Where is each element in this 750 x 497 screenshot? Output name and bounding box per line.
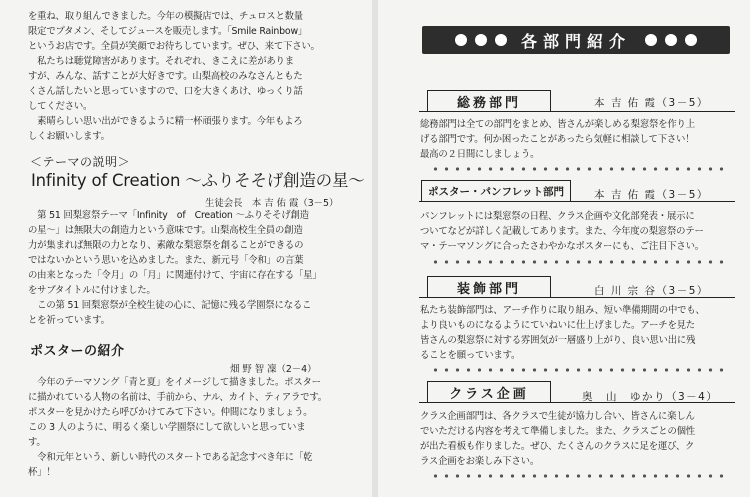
intro-line: 私たちは聴覚障害があります。それぞれ、きこえに差がありま	[28, 56, 294, 67]
dept-description	[420, 303, 738, 363]
dotted-divider	[430, 166, 730, 172]
dept-tab-class-projects: クラス企画	[427, 381, 551, 402]
theme-title: Infinity of Creation ～ふりそそげ創造の星～	[31, 171, 365, 190]
dept-tab-poster-pamphlet: ポスター・パンフレット部門	[421, 180, 571, 201]
poster-line: ポスターを見かけたら呼びかけてみて下さい。仲間になりましょう。	[28, 407, 313, 418]
poster-line: 今年のテーマソング「青と夏」をイメージして描きました。ポスター	[28, 377, 321, 388]
dotted-divider	[430, 473, 730, 479]
theme-line: この第 51 回梨窓祭が全校生徒の心に、記憶に残る学園祭になるこ	[28, 300, 312, 311]
dept-person: 白 川 宗 谷（3－5）	[594, 285, 709, 297]
intro-line: というお店です。全員が笑顔でお待ちしています。ぜひ、来て下さい。	[28, 41, 320, 52]
dept-line: が出た看板も作りました。ぜひ、たくさんのクラスに足を運び、ク	[420, 441, 695, 452]
theme-line: の星～」は無限大の創造力という意味です。山梨高校生全員の創造	[28, 225, 303, 236]
circle-icon	[645, 34, 657, 46]
circle-icon	[495, 34, 507, 46]
theme-line: 力が集まれば無限の力となり、素敵な梨窓祭を創ることができるの	[28, 240, 304, 251]
intro-line: してください。	[28, 101, 93, 112]
dept-line: でいただける内容を考えて準備しました。また、クラスごとの個性	[420, 426, 695, 437]
theme-line: とを祈っています。	[28, 315, 110, 326]
dept-description	[420, 209, 738, 254]
intro-line: 限定でプタメン、そしてジュースを販売します。「Smile Rainbow」	[28, 26, 308, 37]
dept-line: マ・テーマソングに合ったさわやかなポスターにも、ご注目下さい。	[420, 241, 704, 252]
dept-tab-general-affairs: 総務部門	[427, 90, 551, 111]
dept-line: ついてなどが詳しく記載してあります。また、今年度の梨窓祭のテー	[420, 226, 704, 237]
dept-description	[420, 409, 738, 469]
dept-line: ラス企画をお楽しみ下さい。	[420, 456, 539, 467]
dept-tab-decoration: 装飾部門	[427, 276, 551, 297]
intro-line: すが、みんな、話すことが大好きです。山梨高校のみなさんともた	[28, 71, 303, 82]
dotted-divider	[430, 367, 730, 373]
theme-line: をサブタイトルに付けました。	[28, 285, 156, 296]
dept-line: ることを願っています。	[420, 350, 521, 361]
theme-line: 第 51 回梨窓祭テーマ「Infinity of Creation ～ふりそそげ創造	[28, 210, 309, 221]
banner-dots-left	[451, 34, 511, 46]
dept-line: 最高の２日間にしましょう。	[420, 149, 540, 160]
dept-person: 奥 山 ゆかり（3－4）	[582, 391, 719, 403]
intro-line: くさん話したいと思っていますので、口を大きくあけ、ゆっくり話	[28, 86, 303, 97]
theme-heading: ＜テーマの説明＞	[30, 155, 131, 169]
departments-banner	[422, 26, 730, 54]
theme-byline: 生徒会長 本 吉 佑 霞（3－5）	[205, 198, 339, 209]
banner-title: 各部門紹介	[520, 31, 631, 51]
theme-line: の由来となった「令月」の「月」に関連付けて、宇宙に存在する「星」	[28, 270, 322, 281]
poster-line: 杯」！	[28, 467, 56, 478]
poster-line: に描かれている人物の名前は、手前から、ナル、カイト、ティアラです。	[28, 392, 327, 403]
intro-line: 素晴らしい思い出ができるように精一杯頑張ります。今年もよろ	[28, 116, 303, 127]
intro-line: を重ね、取り組んできました。今年の模擬店では、チュロスと数量	[28, 11, 303, 22]
poster-line: この 3 人のように、明るく楽しい学園祭にして欲しいと思っていま	[28, 422, 306, 433]
theme-line: ではないかという思いを込めました。また、新元号「令和」の言葉	[28, 255, 304, 266]
dept-person: 本 吉 佑 霞（3－5）	[594, 189, 709, 201]
dotted-divider	[430, 259, 730, 265]
dept-divider	[419, 111, 735, 112]
poster-heading: ポスターの紹介	[30, 344, 125, 359]
dept-person: 本 吉 佑 霞（3－5）	[594, 97, 709, 109]
theme-paragraph	[28, 208, 360, 328]
intro-line: しくお願いします。	[28, 131, 110, 142]
banner-dots-right	[641, 34, 701, 46]
circle-icon	[665, 34, 677, 46]
dept-line: 私たち装飾部門は、アーチ作りに取り組み、短い準備期間の中でも、	[420, 305, 705, 316]
dept-line: クラス企画部門は、各クラスで生徒が協力し合い、皆さんに楽しん	[420, 411, 695, 422]
circle-icon	[455, 34, 467, 46]
circle-icon	[475, 34, 487, 46]
poster-line: 令和元年という、新しい時代のスタートである記念すべき年に「乾	[28, 452, 313, 463]
dept-line: パンフレットには梨窓祭の日程、クラス企画や文化部発表・展示に	[420, 211, 695, 222]
poster-paragraph	[28, 375, 360, 480]
dept-line: げる部門です。何か困ったことがあったら気軽に相談して下さい！	[420, 134, 695, 145]
poster-line: す。	[28, 437, 46, 448]
dept-line: より良いものになるようにていねいに仕上げました。アーチを見た	[420, 320, 695, 331]
dept-description	[420, 117, 738, 162]
dept-line: 皆さんの梨窓祭に対する雰囲気が一層盛り上がり、良い思い出に残	[420, 335, 696, 346]
poster-byline: 畑 野 智 凜（2－4）	[230, 364, 317, 375]
dept-line: 総務部門は全ての部門をまとめ、皆さんが楽しめる梨窓祭を作り上	[420, 119, 695, 130]
intro-paragraph	[28, 9, 358, 144]
circle-icon	[685, 34, 697, 46]
